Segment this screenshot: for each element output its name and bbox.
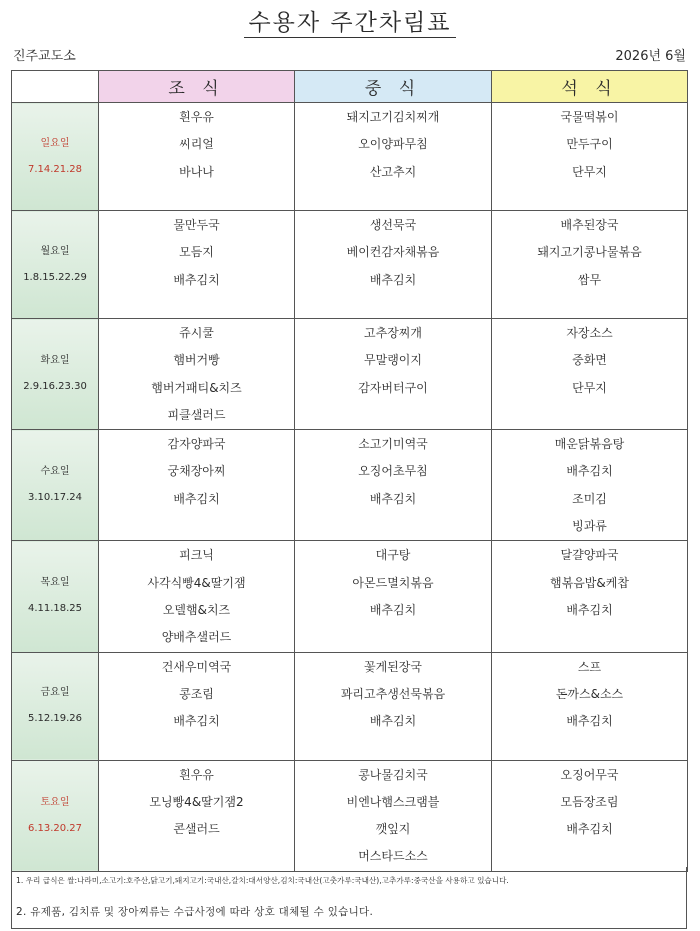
page-title: 수용자 주간차림표 [0, 4, 700, 37]
menu-item: 머스타드소스 [358, 849, 428, 864]
menu-item: 소고기미역국 [358, 437, 428, 452]
menu-item: 배추김치 [566, 464, 613, 479]
breakfast-cell [99, 103, 295, 211]
day-dates: 1.8.15.22.29 [23, 271, 87, 283]
day-name: 수요일 [40, 466, 70, 478]
menu-item: 단무지 [572, 380, 607, 395]
menu-item: 배추김치 [566, 714, 613, 729]
menu-item: 산고추지 [369, 164, 417, 179]
dinner-cell [492, 541, 688, 652]
menu-item: 양배추샐러드 [161, 630, 232, 645]
day-name: 목요일 [40, 577, 70, 589]
menu-item: 꽃게된장국 [364, 659, 422, 674]
day-name: 일요일 [40, 137, 70, 149]
dinner-cell [492, 430, 688, 541]
menu-item: 배추김치 [173, 272, 220, 287]
menu-item: 바나나 [179, 164, 214, 179]
day-row [12, 652, 688, 760]
menu-item: 배추김치 [566, 602, 613, 617]
day-row [12, 103, 688, 211]
menu-item: 고추장찌개 [364, 326, 422, 340]
menu-item: 돈까스&소스 [555, 686, 624, 701]
menu-item: 햄볶음밥&케찹 [550, 575, 629, 590]
menu-item: 꽈리고추생선묵볶음 [340, 686, 446, 701]
menu-item: 매운닭볶음탕 [554, 437, 625, 452]
menu-item: 무말랭이지 [364, 353, 422, 368]
menu-item: 오델햄&치즈 [162, 602, 231, 617]
menu-item: 콩조림 [179, 686, 214, 701]
menu-item: 햄버거패티&치즈 [151, 380, 242, 395]
menu-item: 콘샐러드 [173, 822, 220, 837]
menu-item: 오징어초무침 [358, 464, 428, 479]
day-dates: 5.12.19.26 [27, 713, 83, 725]
menu-item: 모듬지 [179, 245, 214, 260]
day-cell [12, 652, 99, 760]
lunch-cell [295, 541, 492, 652]
day-cell [12, 760, 99, 871]
menu-item: 스프 [577, 659, 602, 674]
menu-item: 아몬드멸치볶음 [352, 575, 434, 590]
menu-item: 오이양파무침 [358, 137, 428, 152]
menu-item: 배추된장국 [560, 218, 619, 232]
menu-item: 모듬장조림 [560, 794, 619, 809]
header-breakfast: 조 식 [99, 71, 295, 103]
day-row [12, 541, 688, 652]
note-substitution: 2. 유제품, 김치류 및 장아찌류는 수급사정에 따라 상호 대체될 수 있습니다. [16, 906, 374, 918]
menu-item: 사각식빵4&딸기잼 [147, 575, 246, 590]
day-dates: 6.13.20.27 [27, 822, 83, 834]
day-name: 월요일 [40, 245, 70, 257]
breakfast-cell [99, 541, 295, 652]
menu-item: 깻잎지 [375, 822, 411, 837]
day-cell [12, 211, 99, 319]
menu-item: 중화면 [572, 353, 607, 368]
note-origin: 1. 우리 급식은 쌀:나라미,소고기:호주산,닭고기,돼지고기:국내산,갈치:대서양산,김치:국내산(고춧가루:국내산),고추가루:중국산을 사용하고 있습니다. [16, 876, 509, 885]
header-dinner: 석 식 [492, 71, 688, 103]
menu-item: 대구탕 [375, 548, 411, 563]
breakfast-cell [99, 760, 295, 871]
menu-item: 궁채장아찌 [167, 464, 226, 479]
menu-item: 배추김치 [369, 272, 417, 287]
day-name: 토요일 [40, 796, 70, 808]
day-dates: 7.14.21.28 [27, 163, 83, 175]
menu-item: 배추김치 [369, 491, 417, 506]
menu-item: 피클샐러드 [167, 407, 226, 422]
menu-item: 조미김 [572, 491, 607, 506]
menu-item: 모닝빵4&딸기잼2 [149, 794, 244, 809]
dinner-cell [492, 319, 688, 430]
header-lunch: 중 식 [295, 71, 492, 103]
menu-item: 오징어무국 [560, 767, 619, 782]
menu-item: 돼지고기김치찌개 [346, 110, 440, 124]
menu-item: 건새우미역국 [161, 659, 232, 674]
menu-item: 쌈무 [577, 272, 602, 287]
menu-item: 베이컨감자채볶음 [346, 245, 440, 260]
corner-cell [12, 71, 99, 103]
menu-item: 배추김치 [173, 491, 220, 506]
institution-name: 진주교도소 [13, 49, 76, 64]
notes-box [11, 867, 687, 929]
menu-item: 씨리얼 [179, 137, 214, 152]
menu-item: 감자버터구이 [358, 380, 428, 395]
menu-item: 만두구이 [566, 137, 613, 152]
breakfast-cell [99, 652, 295, 760]
day-dates: 3.10.17.24 [27, 492, 83, 504]
menu-body [12, 103, 688, 872]
menu-month: 2026년 6월 [615, 49, 686, 64]
menu-item: 물만두국 [173, 218, 220, 232]
breakfast-cell [99, 211, 295, 319]
lunch-cell [295, 319, 492, 430]
breakfast-cell [99, 319, 295, 430]
menu-item: 배추김치 [369, 714, 417, 729]
menu-item: 흰우유 [179, 110, 214, 124]
day-cell [12, 430, 99, 541]
menu-item: 감자양파국 [167, 437, 226, 452]
day-dates: 2.9.16.23.30 [23, 381, 87, 393]
lunch-cell [295, 211, 492, 319]
lunch-cell [295, 103, 492, 211]
day-cell [12, 103, 99, 211]
menu-item: 배추김치 [173, 714, 220, 729]
menu-item: 배추김치 [566, 822, 613, 837]
menu-item: 단무지 [572, 164, 607, 179]
day-row [12, 319, 688, 430]
menu-item: 쥬시쿨 [179, 326, 214, 340]
breakfast-cell [99, 430, 295, 541]
day-row [12, 430, 688, 541]
dinner-cell [492, 103, 688, 211]
dinner-cell [492, 211, 688, 319]
day-row [12, 760, 688, 871]
day-cell [12, 541, 99, 652]
day-cell [12, 319, 99, 430]
day-dates: 4.11.18.25 [27, 603, 83, 615]
menu-item: 생선묵국 [369, 218, 417, 232]
menu-item: 비엔나햄스크램블 [346, 794, 440, 809]
lunch-cell [295, 430, 492, 541]
menu-item: 피크닉 [179, 548, 214, 563]
menu-item: 흰우유 [179, 767, 214, 782]
header-row [12, 71, 688, 103]
menu-item: 돼지고기콩나물볶음 [537, 245, 642, 260]
weekly-menu-table [11, 70, 688, 872]
day-name: 화요일 [40, 355, 70, 367]
day-row [12, 211, 688, 319]
menu-item: 햄버거빵 [173, 353, 220, 368]
dinner-cell [492, 760, 688, 871]
menu-item: 자장소스 [566, 326, 613, 340]
menu-item: 달걀양파국 [560, 548, 619, 563]
dinner-cell [492, 652, 688, 760]
menu-item: 콩나물김치국 [358, 767, 428, 782]
menu-item: 배추김치 [369, 602, 417, 617]
lunch-cell [295, 760, 492, 871]
day-name: 금요일 [40, 687, 70, 699]
menu-item: 빙과류 [572, 519, 607, 534]
menu-item: 국물떡볶이 [560, 110, 619, 124]
lunch-cell [295, 652, 492, 760]
